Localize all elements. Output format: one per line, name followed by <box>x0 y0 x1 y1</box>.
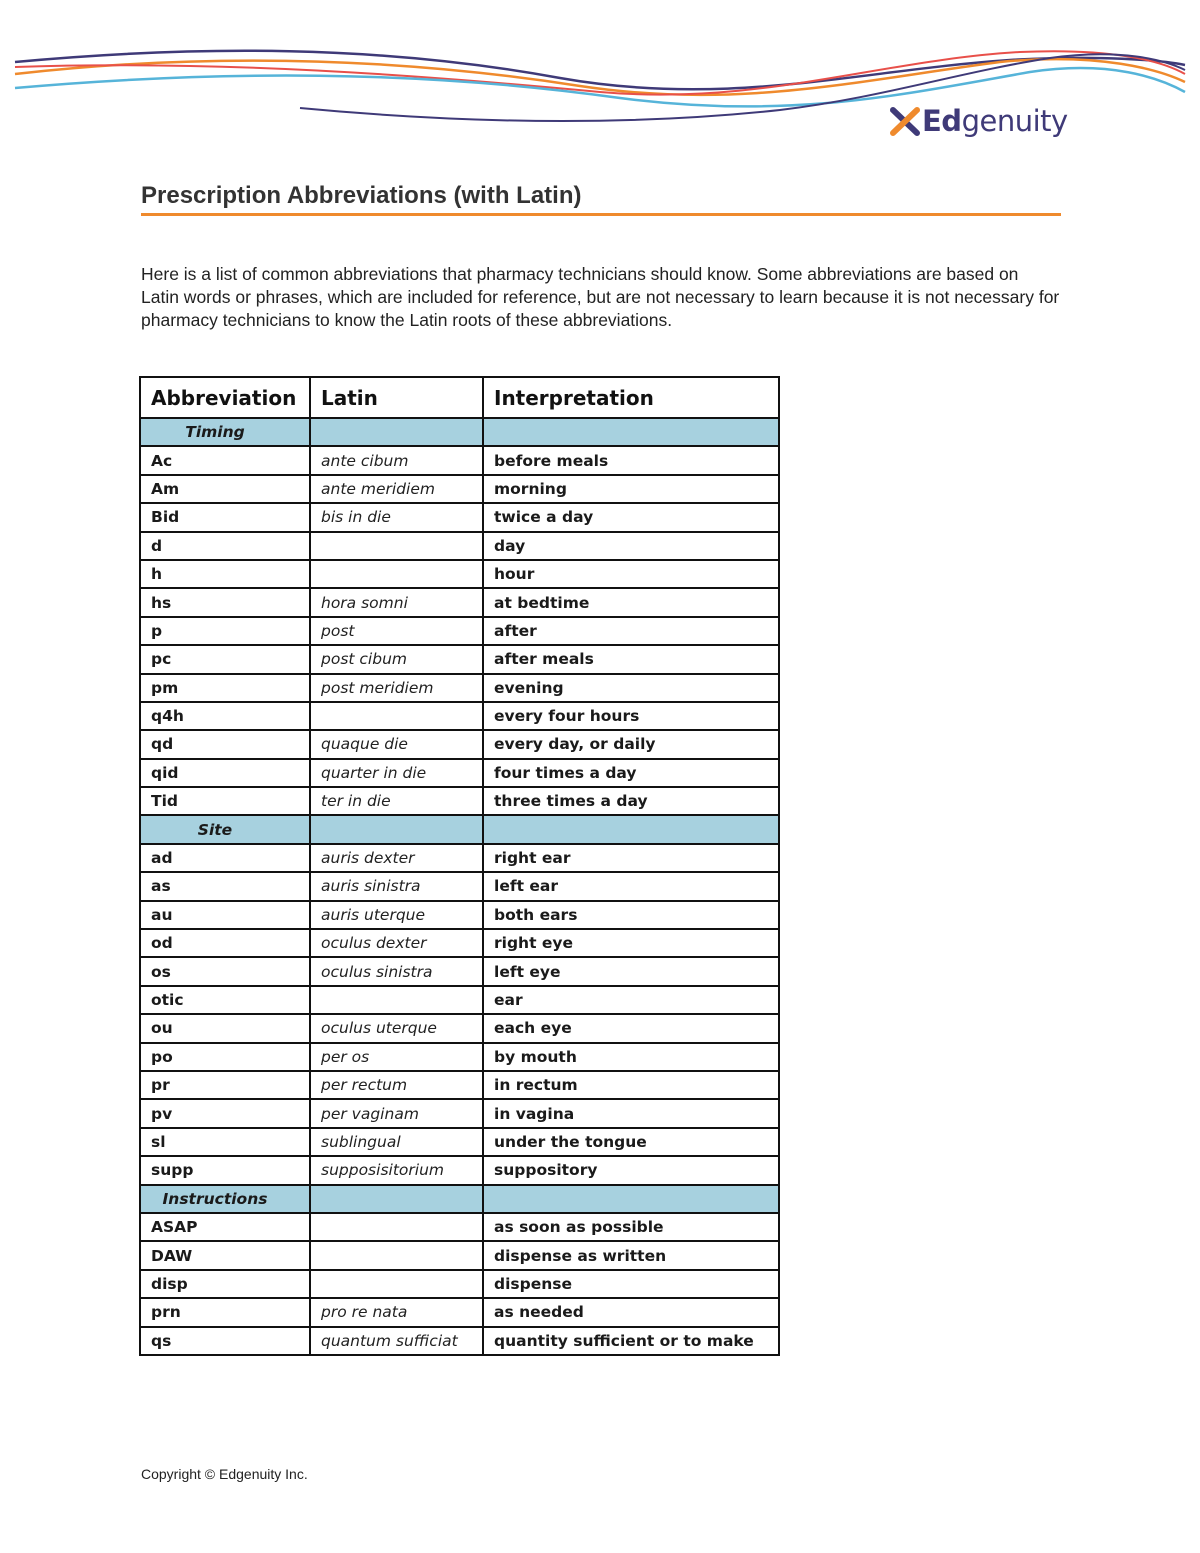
table-row <box>140 730 779 758</box>
latin-cell: per os <box>310 1043 483 1071</box>
abbreviation-cell: pr <box>140 1071 310 1099</box>
table-row <box>140 1270 779 1298</box>
latin-cell: per vaginam <box>310 1099 483 1127</box>
abbreviation-cell: pc <box>140 645 310 673</box>
abbreviation-cell: od <box>140 929 310 957</box>
latin-cell: auris uterque <box>310 901 483 929</box>
table-row <box>140 1043 779 1071</box>
latin-cell: auris dexter <box>310 844 483 872</box>
abbreviation-cell: hs <box>140 588 310 616</box>
page-title: Prescription Abbreviations (with Latin) <box>141 182 582 209</box>
interpretation-cell: every day, or daily <box>483 730 779 758</box>
title-divider <box>141 213 1061 216</box>
abbreviation-cell: supp <box>140 1156 310 1184</box>
table-header-row <box>140 377 779 418</box>
abbreviation-cell: ou <box>140 1014 310 1042</box>
table-row <box>140 1128 779 1156</box>
abbreviations-table <box>139 376 780 1356</box>
table-row <box>140 957 779 985</box>
edgenuity-x-mark-icon <box>890 106 920 136</box>
edgenuity-logo <box>890 101 1068 141</box>
interpretation-cell: morning <box>483 475 779 503</box>
abbreviation-cell: as <box>140 872 310 900</box>
table-row <box>140 1071 779 1099</box>
interpretation-cell: day <box>483 532 779 560</box>
latin-cell: quaque die <box>310 730 483 758</box>
table-row <box>140 702 779 730</box>
interpretation-cell: right eye <box>483 929 779 957</box>
section-label: Site <box>140 815 310 843</box>
abbreviation-cell: d <box>140 532 310 560</box>
interpretation-cell: before meals <box>483 446 779 474</box>
section-empty-cell <box>483 1185 779 1213</box>
interpretation-cell: dispense as written <box>483 1241 779 1269</box>
section-empty-cell <box>310 1185 483 1213</box>
latin-cell <box>310 702 483 730</box>
abbreviation-cell: otic <box>140 986 310 1014</box>
header-interpretation: Interpretation <box>483 377 779 418</box>
abbreviation-cell: sl <box>140 1128 310 1156</box>
interpretation-cell: left ear <box>483 872 779 900</box>
table-row <box>140 759 779 787</box>
interpretation-cell: evening <box>483 674 779 702</box>
interpretation-cell: quantity sufficient or to make <box>483 1327 779 1355</box>
logo-wordmark-regular: genuity <box>961 104 1068 138</box>
latin-cell: quarter in die <box>310 759 483 787</box>
interpretation-cell: hour <box>483 560 779 588</box>
table-row <box>140 929 779 957</box>
abbreviation-cell: Am <box>140 475 310 503</box>
latin-cell <box>310 532 483 560</box>
latin-cell <box>310 1241 483 1269</box>
latin-cell: ante cibum <box>310 446 483 474</box>
abbreviation-cell: ASAP <box>140 1213 310 1241</box>
abbreviation-cell: Ac <box>140 446 310 474</box>
logo-wordmark-bold: Ed <box>922 104 962 138</box>
table-row <box>140 1213 779 1241</box>
latin-cell: hora somni <box>310 588 483 616</box>
table-row <box>140 588 779 616</box>
latin-cell: per rectum <box>310 1071 483 1099</box>
abbreviation-cell: Tid <box>140 787 310 815</box>
interpretation-cell: right ear <box>483 844 779 872</box>
table-row <box>140 674 779 702</box>
abbreviation-cell: au <box>140 901 310 929</box>
abbreviation-cell: q4h <box>140 702 310 730</box>
abbreviation-cell: ad <box>140 844 310 872</box>
latin-cell: oculus sinistra <box>310 957 483 985</box>
abbreviation-cell: os <box>140 957 310 985</box>
table-row <box>140 475 779 503</box>
interpretation-cell: dispense <box>483 1270 779 1298</box>
table-row <box>140 901 779 929</box>
wave-line-purple <box>15 51 1185 90</box>
latin-cell: ante meridiem <box>310 475 483 503</box>
table-row <box>140 1327 779 1355</box>
section-empty-cell <box>310 815 483 843</box>
table-row <box>140 645 779 673</box>
table-row <box>140 1099 779 1127</box>
interpretation-cell: in rectum <box>483 1071 779 1099</box>
section-empty-cell <box>310 418 483 446</box>
interpretation-cell: after meals <box>483 645 779 673</box>
latin-cell: ter in die <box>310 787 483 815</box>
table-row <box>140 446 779 474</box>
abbreviation-cell: qd <box>140 730 310 758</box>
abbreviation-cell: qs <box>140 1327 310 1355</box>
table-row <box>140 1298 779 1326</box>
latin-cell <box>310 1213 483 1241</box>
latin-cell: oculus uterque <box>310 1014 483 1042</box>
table-row <box>140 617 779 645</box>
section-empty-cell <box>483 815 779 843</box>
table-row <box>140 986 779 1014</box>
latin-cell: supposisitorium <box>310 1156 483 1184</box>
latin-cell: sublingual <box>310 1128 483 1156</box>
table-body <box>140 418 779 1355</box>
latin-cell: post <box>310 617 483 645</box>
interpretation-cell: twice a day <box>483 503 779 531</box>
interpretation-cell: left eye <box>483 957 779 985</box>
logo-wordmark <box>922 101 1068 141</box>
table-row <box>140 872 779 900</box>
interpretation-cell: four times a day <box>483 759 779 787</box>
latin-cell: quantum sufficiat <box>310 1327 483 1355</box>
section-row-site <box>140 815 779 843</box>
section-empty-cell <box>483 418 779 446</box>
abbreviation-cell: p <box>140 617 310 645</box>
abbreviation-cell: Bid <box>140 503 310 531</box>
latin-cell: post meridiem <box>310 674 483 702</box>
interpretation-cell: under the tongue <box>483 1128 779 1156</box>
table-row <box>140 560 779 588</box>
interpretation-cell: as soon as possible <box>483 1213 779 1241</box>
interpretation-cell: suppository <box>483 1156 779 1184</box>
latin-cell: pro re nata <box>310 1298 483 1326</box>
table-row <box>140 787 779 815</box>
interpretation-cell: as needed <box>483 1298 779 1326</box>
latin-cell: oculus dexter <box>310 929 483 957</box>
intro-paragraph: Here is a list of common abbreviations that pharmacy technicians should know. Some abbreviations are based on Latin words or phrases, which are included for reference, but are not necessary to learn because it is not necessary for pharmacy technicians to know the Latin roots of these abbreviations. <box>141 264 1060 330</box>
table-row <box>140 1241 779 1269</box>
table-row <box>140 1156 779 1184</box>
abbreviation-cell: po <box>140 1043 310 1071</box>
abbreviation-cell: qid <box>140 759 310 787</box>
section-row-timing <box>140 418 779 446</box>
interpretation-cell: ear <box>483 986 779 1014</box>
latin-cell <box>310 986 483 1014</box>
interpretation-cell: in vagina <box>483 1099 779 1127</box>
latin-cell: auris sinistra <box>310 872 483 900</box>
table-row <box>140 1014 779 1042</box>
interpretation-cell: by mouth <box>483 1043 779 1071</box>
abbreviation-cell: disp <box>140 1270 310 1298</box>
copyright-footer: Copyright © Edgenuity Inc. <box>141 1466 308 1482</box>
section-row-instructions <box>140 1185 779 1213</box>
latin-cell <box>310 1270 483 1298</box>
interpretation-cell: after <box>483 617 779 645</box>
interpretation-cell: both ears <box>483 901 779 929</box>
interpretation-cell: each eye <box>483 1014 779 1042</box>
interpretation-cell: every four hours <box>483 702 779 730</box>
abbreviation-cell: pv <box>140 1099 310 1127</box>
abbreviation-cell: h <box>140 560 310 588</box>
abbreviation-cell: DAW <box>140 1241 310 1269</box>
latin-cell: bis in die <box>310 503 483 531</box>
header-abbreviation: Abbreviation <box>140 377 310 418</box>
table-row <box>140 844 779 872</box>
section-label: Instructions <box>140 1185 310 1213</box>
table-row <box>140 503 779 531</box>
table-row <box>140 532 779 560</box>
abbreviation-cell: prn <box>140 1298 310 1326</box>
interpretation-cell: at bedtime <box>483 588 779 616</box>
latin-cell <box>310 560 483 588</box>
latin-cell: post cibum <box>310 645 483 673</box>
section-label: Timing <box>140 418 310 446</box>
header-latin: Latin <box>310 377 483 418</box>
abbreviation-cell: pm <box>140 674 310 702</box>
interpretation-cell: three times a day <box>483 787 779 815</box>
